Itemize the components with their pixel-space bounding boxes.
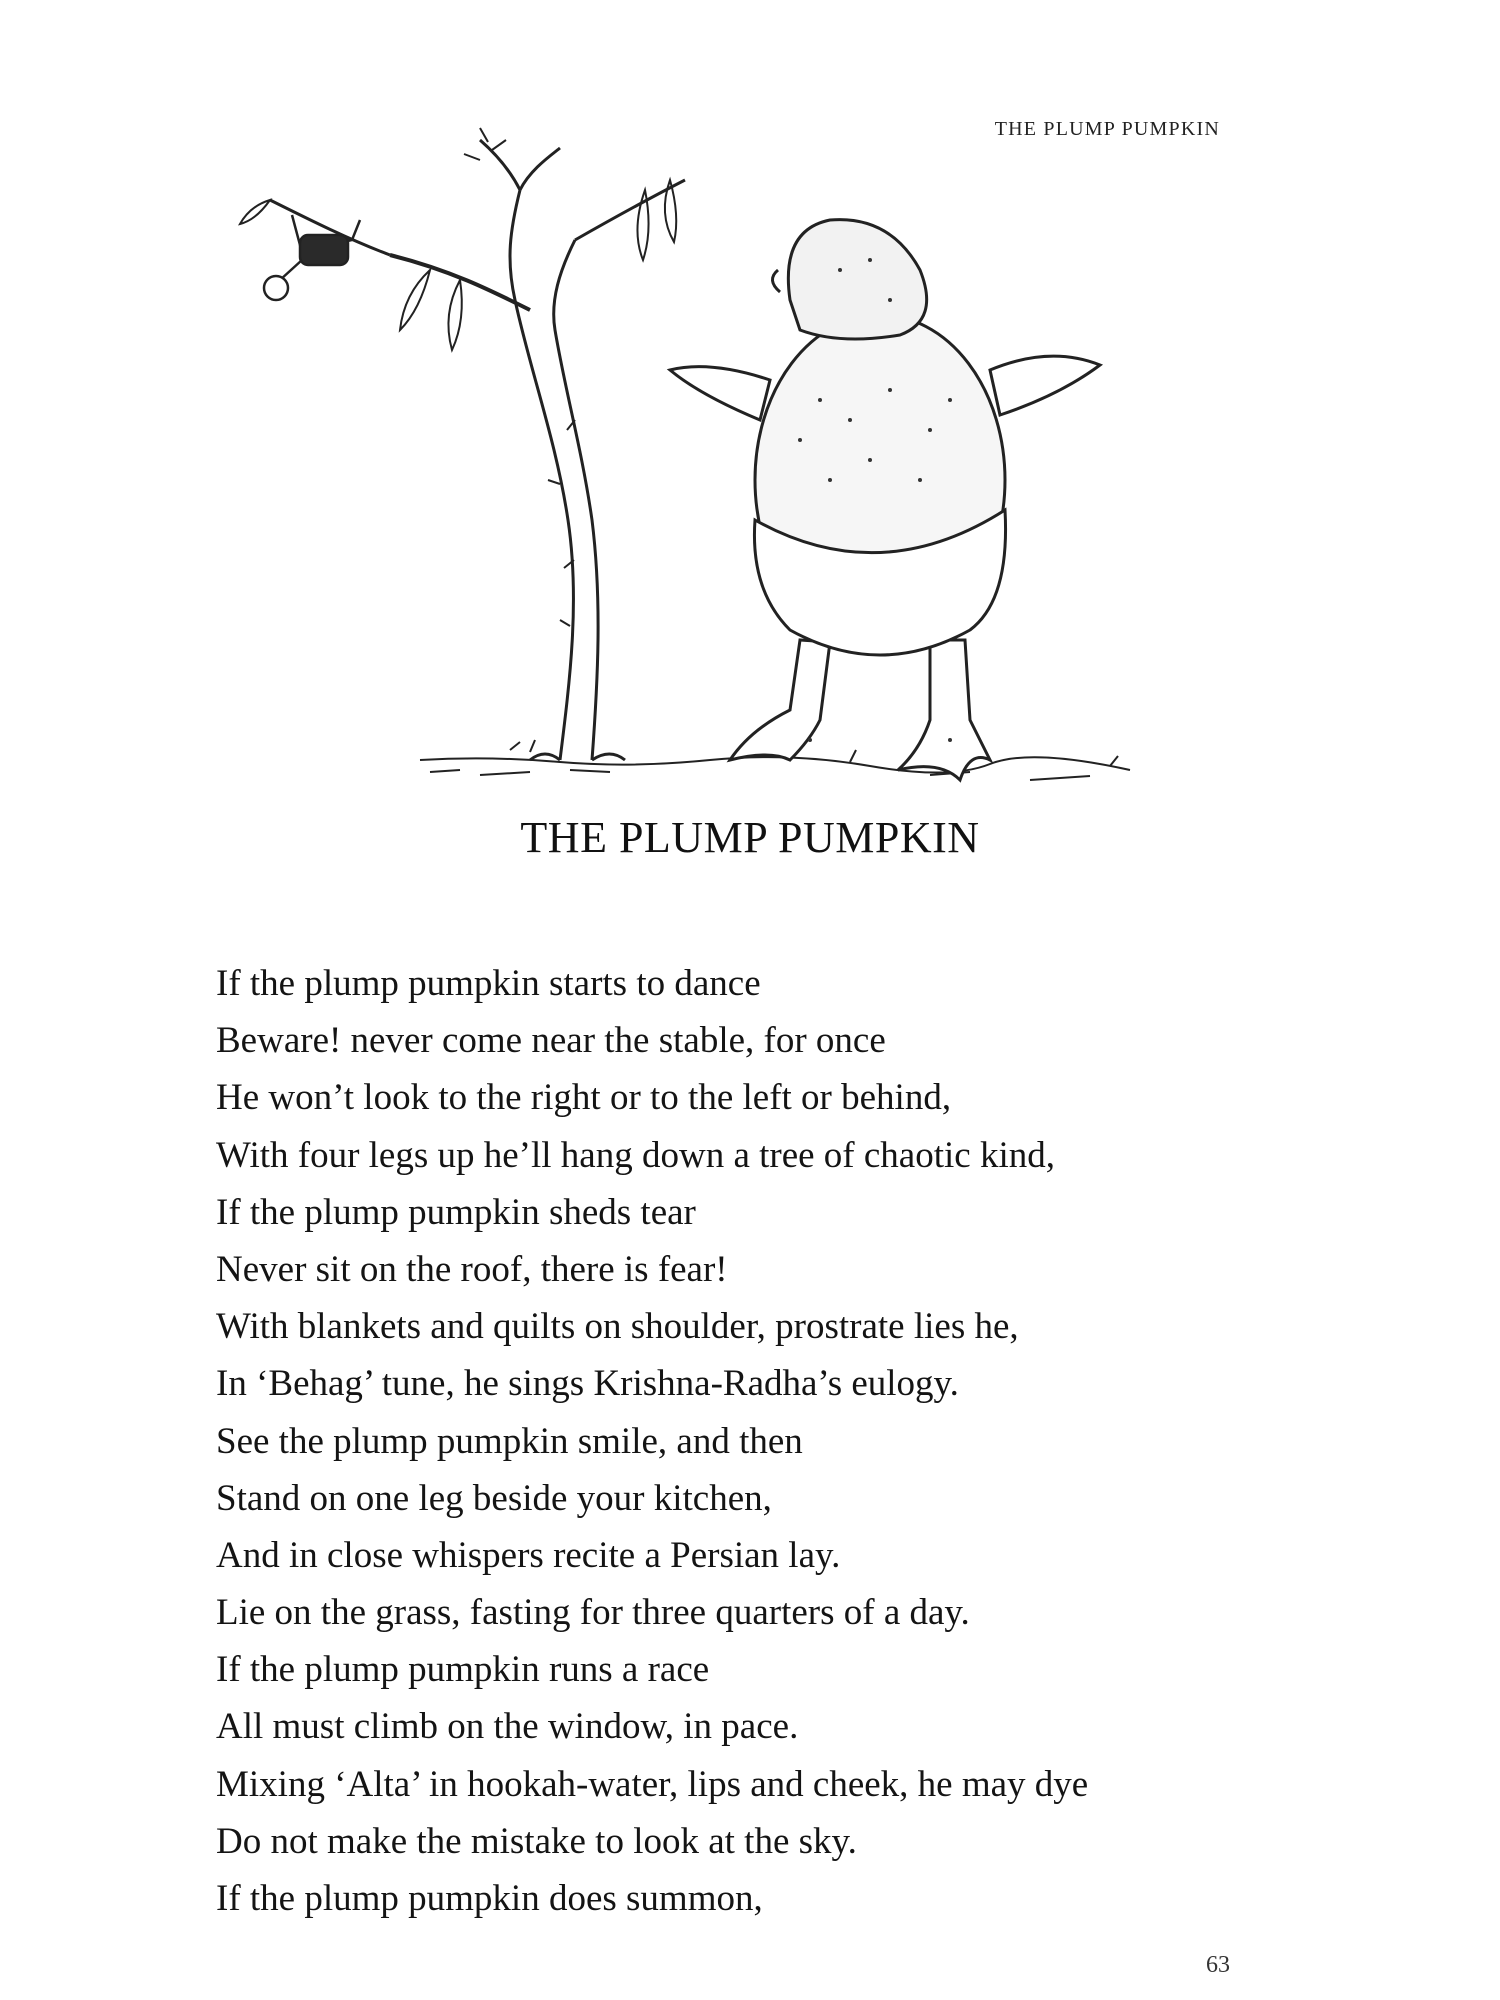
poem-line: Stand on one leg beside your kitchen, <box>216 1477 772 1519</box>
poem-line: With four legs up he’ll hang down a tree of chaotic kind, <box>216 1134 1055 1176</box>
poem-line: Mixing ‘Alta’ in hookah-water, lips and cheek, he may dye <box>216 1763 1089 1805</box>
poem-title: THE PLUMP PUMPKIN <box>520 813 980 862</box>
poem-line: If the plump pumpkin starts to dance <box>216 963 761 1004</box>
poem-line: Do not make the mistake to look at the sky. <box>216 1820 857 1862</box>
hanging-figure-icon <box>264 215 360 300</box>
page-number: 63 <box>1206 1952 1230 1978</box>
illustration <box>230 120 1190 800</box>
poem-line: And in close whispers recite a Persian lay. <box>216 1534 841 1576</box>
poem-body <box>216 955 1366 1927</box>
poem-line: Never sit on the roof, there is fear! <box>216 1248 728 1290</box>
tree-icon <box>240 128 685 760</box>
poem-line: See the plump pumpkin smile, and then <box>216 1420 803 1462</box>
poem-line: If the plump pumpkin does summon, <box>216 1878 763 1919</box>
poem-line: In ‘Behag’ tune, he sings Krishna-Radha’s eulogy. <box>216 1363 959 1405</box>
poem-line: If the plump pumpkin sheds tear <box>216 1191 696 1233</box>
poem-line: Beware! never come near the stable, for once <box>216 1020 886 1062</box>
poem-line: If the plump pumpkin runs a race <box>216 1649 710 1691</box>
poem-line: All must climb on the window, in pace. <box>216 1706 799 1748</box>
running-head: THE PLUMP PUMPKIN <box>994 118 1220 140</box>
poem-line: With blankets and quilts on shoulder, prostrate lies he, <box>216 1306 1019 1348</box>
poem-line: He won’t look to the right or to the left or behind, <box>216 1077 952 1119</box>
plump-pumpkin-creature-icon <box>670 220 1100 780</box>
poem-line: Lie on the grass, fasting for three quarters of a day. <box>216 1592 970 1634</box>
